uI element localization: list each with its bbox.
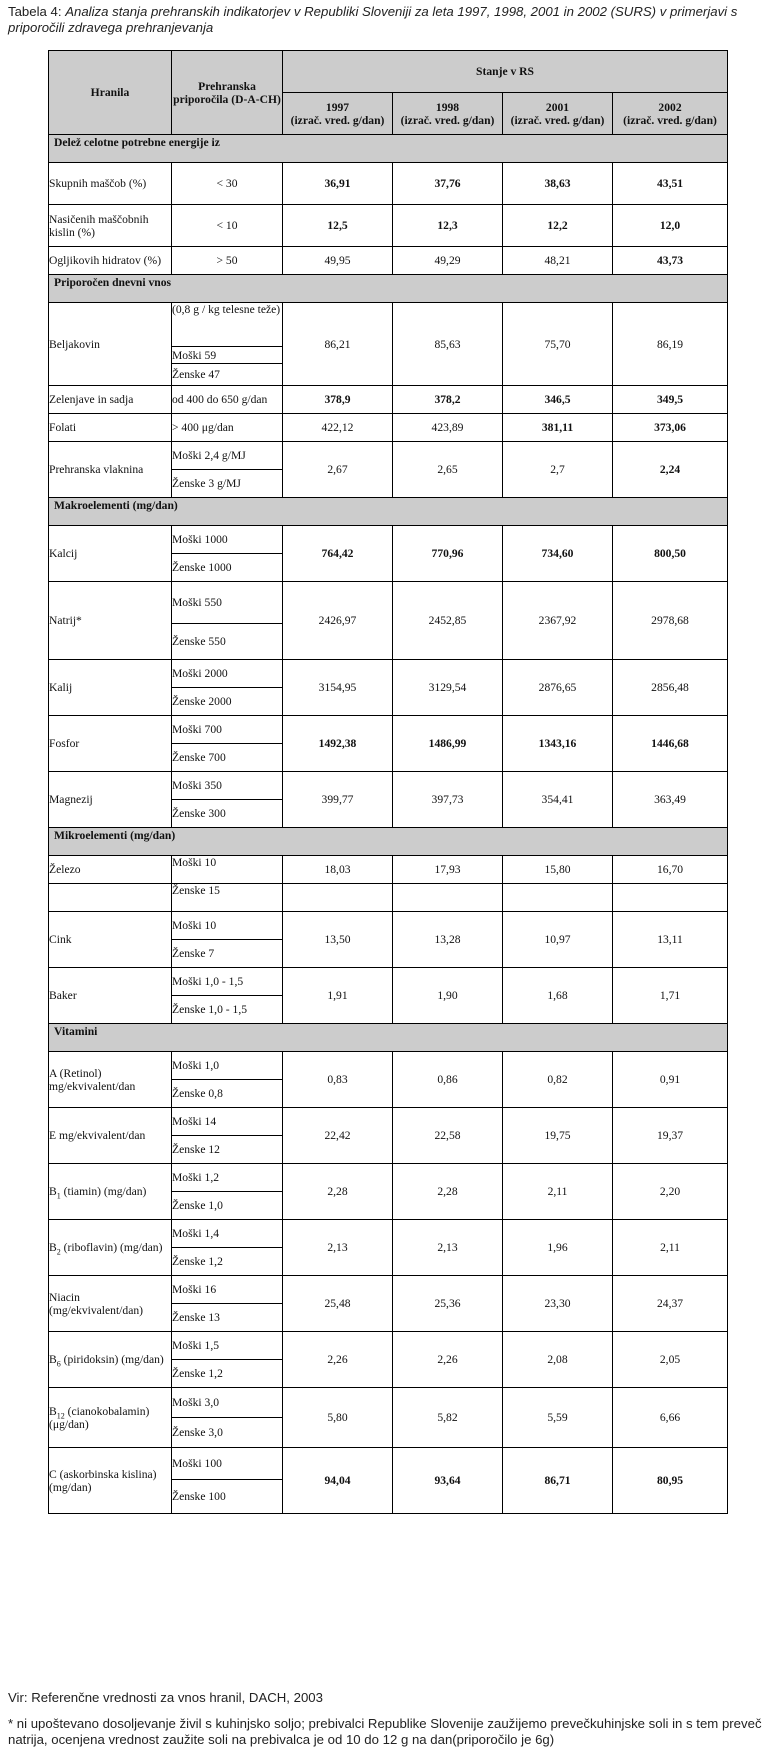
value-cell: 18,03	[283, 856, 393, 884]
value-cell: 1343,16	[503, 716, 613, 772]
value-cell: 0,83	[283, 1052, 393, 1108]
value-cell: 36,91	[283, 163, 393, 205]
row-label: Nasičenih maščobnih kislin (%)	[49, 205, 172, 247]
value-cell: 2,05	[613, 1332, 728, 1388]
value-cell: 48,21	[503, 247, 613, 275]
row-label: Magnezij	[49, 772, 172, 828]
value-cell: 5,80	[283, 1388, 393, 1448]
value-cell: 734,60	[503, 526, 613, 582]
header-recommendation: Prehranska priporočila (D-A-CH)	[172, 51, 283, 135]
value-cell: 19,75	[503, 1108, 613, 1164]
value-cell: 2,08	[503, 1332, 613, 1388]
table-row	[49, 1164, 728, 1192]
value-cell: 1,96	[503, 1220, 613, 1276]
header-state: Stanje v RS	[283, 51, 728, 93]
recommendation-female: Ženske 700	[172, 744, 283, 772]
recommendation-female: Ženske 1,2	[172, 1360, 283, 1388]
recommendation-male: Moški 1,5	[172, 1332, 283, 1360]
recommendation-female: Ženske 550	[172, 624, 283, 660]
value-cell: 12,3	[393, 205, 503, 247]
value-cell: 22,58	[393, 1108, 503, 1164]
value-cell: 86,21	[283, 303, 393, 386]
row-label: Prehranska vlaknina	[49, 442, 172, 498]
recommendation-female: Ženske 47	[172, 364, 283, 386]
recommendation-male: Moški 1,2	[172, 1164, 283, 1192]
recommendation-female: Ženske 1,0	[172, 1192, 283, 1220]
table-row	[49, 772, 728, 800]
row-label: Železo	[49, 856, 172, 884]
value-cell: 1486,99	[393, 716, 503, 772]
recommendation-female: Ženske 0,8	[172, 1080, 283, 1108]
value-cell: 23,30	[503, 1276, 613, 1332]
recommendation-cell: (0,8 g / kg telesne teže)	[172, 303, 283, 347]
value-cell: 25,48	[283, 1276, 393, 1332]
value-cell: 0,86	[393, 1052, 503, 1108]
table-row	[49, 386, 728, 414]
value-cell: 25,36	[393, 1276, 503, 1332]
value-cell: 0,82	[503, 1052, 613, 1108]
value-cell: 13,11	[613, 912, 728, 968]
recommendation-female: Ženske 300	[172, 800, 283, 828]
value-cell: 800,50	[613, 526, 728, 582]
recommendation-female: Ženske 12	[172, 1136, 283, 1164]
value-cell: 1,90	[393, 968, 503, 1024]
row-label: Skupnih maščob (%)	[49, 163, 172, 205]
header-row	[49, 51, 728, 93]
nutrition-indicator-table	[48, 50, 728, 1514]
section-vitamins: Vitamini	[49, 1024, 728, 1052]
value-cell: 1,91	[283, 968, 393, 1024]
value-cell: 346,5	[503, 386, 613, 414]
recommendation-male: Moški 550	[172, 582, 283, 624]
header-year-2002: 2002 (izrač. vred. g/dan)	[613, 93, 728, 135]
table-row	[49, 716, 728, 744]
recommendation-female: Ženske 3,0	[172, 1418, 283, 1448]
value-cell: 93,64	[393, 1448, 503, 1514]
recommendation-male: Moški 1,0	[172, 1052, 283, 1080]
row-label: Zelenjave in sadja	[49, 386, 172, 414]
value-cell: 12,5	[283, 205, 393, 247]
row-label: $B_{12}$ (cianokobalamin) (μg/dan)	[49, 1388, 172, 1448]
recommendation-cell: < 10	[172, 205, 283, 247]
value-cell: 19,37	[613, 1108, 728, 1164]
value-cell: 16,70	[613, 856, 728, 884]
value-cell: 2,13	[393, 1220, 503, 1276]
value-cell: 38,63	[503, 163, 613, 205]
table-row	[49, 205, 728, 247]
table-row	[49, 1052, 728, 1080]
value-cell: 37,76	[393, 163, 503, 205]
value-cell: 12,2	[503, 205, 613, 247]
row-label: C (askorbinska kislina) (mg/dan)	[49, 1448, 172, 1514]
recommendation-male: Moški 100	[172, 1448, 283, 1480]
value-cell-empty	[613, 884, 728, 912]
table-row	[49, 1220, 728, 1248]
section-row	[49, 135, 728, 163]
recommendation-female: Ženske 13	[172, 1304, 283, 1332]
table-row	[49, 1448, 728, 1480]
value-cell-empty	[503, 884, 613, 912]
recommendation-male: Moški 350	[172, 772, 283, 800]
value-cell: 2,24	[613, 442, 728, 498]
footnote: * ni upoštevano dosoljevanje živil s kuhinjsko soljo; prebivalci Republike Slovenije zaužijemo prevečkuhinjske soli in s tem preveč natrija, ocenjena vrednost zaužite soli na prebivalca je od 10 do 12 g na dan(priporočilo je 6g)	[8, 1716, 762, 1747]
section-row	[49, 275, 728, 303]
table-row	[49, 1276, 728, 1304]
table-row	[49, 163, 728, 205]
value-cell: 15,80	[503, 856, 613, 884]
recommendation-cell: od 400 do 650 g/dan	[172, 386, 283, 414]
table-row	[49, 1388, 728, 1418]
value-cell: 2,7	[503, 442, 613, 498]
table-row	[49, 884, 728, 912]
section-energy: Delež celotne potrebne energije iz	[49, 135, 728, 163]
value-cell: 22,42	[283, 1108, 393, 1164]
recommendation-male: Moški 10	[172, 912, 283, 940]
value-cell: 85,63	[393, 303, 503, 386]
value-cell: 2367,92	[503, 582, 613, 660]
value-cell: 2,67	[283, 442, 393, 498]
section-daily: Priporočen dnevni vnos	[49, 275, 728, 303]
value-cell: 770,96	[393, 526, 503, 582]
recommendation-female: Ženske 7	[172, 940, 283, 968]
row-label: Natrij*	[49, 582, 172, 660]
section-row	[49, 828, 728, 856]
recommendation-female: Ženske 1,0 - 1,5	[172, 996, 283, 1024]
value-cell: 1446,68	[613, 716, 728, 772]
recommendation-male: Moški 1,0 - 1,5	[172, 968, 283, 996]
value-cell: 10,97	[503, 912, 613, 968]
recommendation-male: Moški 3,0	[172, 1388, 283, 1418]
recommendation-female: Ženske 15	[172, 884, 283, 912]
row-label: Ogljikovih hidratov (%)	[49, 247, 172, 275]
table-row	[49, 247, 728, 275]
value-cell: 373,06	[613, 414, 728, 442]
table-row	[49, 442, 728, 470]
value-cell: 5,82	[393, 1388, 503, 1448]
row-label: Fosfor	[49, 716, 172, 772]
value-cell: 378,9	[283, 386, 393, 414]
table-row	[49, 526, 728, 554]
caption-prefix: Tabela 4:	[8, 4, 66, 19]
source-note: Vir: Referenčne vrednosti za vnos hranil, DACH, 2003	[8, 1690, 323, 1705]
value-cell: 2,26	[393, 1332, 503, 1388]
header-food: Hranila	[49, 51, 172, 135]
value-cell: 2,28	[283, 1164, 393, 1220]
value-cell: 764,42	[283, 526, 393, 582]
value-cell: 86,71	[503, 1448, 613, 1514]
table-row	[49, 582, 728, 624]
value-cell: 399,77	[283, 772, 393, 828]
value-cell: 6,66	[613, 1388, 728, 1448]
row-label: $B_6$ (piridoksin) (mg/dan)	[49, 1332, 172, 1388]
recommendation-cell: > 50	[172, 247, 283, 275]
value-cell: 3154,95	[283, 660, 393, 716]
recommendation-male: Moški 59	[172, 347, 283, 364]
value-cell: 2,20	[613, 1164, 728, 1220]
value-cell: 75,70	[503, 303, 613, 386]
section-row	[49, 1024, 728, 1052]
value-cell: 378,2	[393, 386, 503, 414]
table-row	[49, 1108, 728, 1136]
recommendation-male: Moški 1000	[172, 526, 283, 554]
recommendation-male: Moški 14	[172, 1108, 283, 1136]
value-cell-empty	[393, 884, 503, 912]
value-cell: 5,59	[503, 1388, 613, 1448]
value-cell: 43,51	[613, 163, 728, 205]
recommendation-male: Moški 700	[172, 716, 283, 744]
recommendation-male: Moški 2,4 g/MJ	[172, 442, 283, 470]
section-micro: Mikroelementi (mg/dan)	[49, 828, 728, 856]
section-macro: Makroelementi (mg/dan)	[49, 498, 728, 526]
value-cell: 2426,97	[283, 582, 393, 660]
row-label: Niacin (mg/ekvivalent/dan)	[49, 1276, 172, 1332]
value-cell: 2876,65	[503, 660, 613, 716]
recommendation-female: Ženske 1,2	[172, 1248, 283, 1276]
recommendation-male: Moški 16	[172, 1276, 283, 1304]
row-label: Folati	[49, 414, 172, 442]
row-label: A (Retinol) mg/ekvivalent/dan	[49, 1052, 172, 1108]
recommendation-female: Ženske 3 g/MJ	[172, 470, 283, 498]
table-row	[49, 856, 728, 884]
value-cell: 49,95	[283, 247, 393, 275]
value-cell: 2,28	[393, 1164, 503, 1220]
value-cell: 1,71	[613, 968, 728, 1024]
table-row	[49, 303, 728, 347]
row-label: Baker	[49, 968, 172, 1024]
value-cell: 2,11	[503, 1164, 613, 1220]
row-label: Kalij	[49, 660, 172, 716]
row-label: $B_2$ (riboflavin) (mg/dan)	[49, 1220, 172, 1276]
header-year-1998: 1998 (izrač. vred. g/dan)	[393, 93, 503, 135]
recommendation-female: Ženske 100	[172, 1480, 283, 1514]
value-cell: 1,68	[503, 968, 613, 1024]
value-cell: 2,11	[613, 1220, 728, 1276]
value-cell: 2,26	[283, 1332, 393, 1388]
caption-title: Analiza stanja prehranskih indikatorjev v Republiki Sloveniji za leta 1997, 1998, 2001 in 2002 (SURS) v primerjavi s priporočili zdravega prehranjevanja	[8, 4, 738, 35]
value-cell-empty	[283, 884, 393, 912]
row-label-empty	[49, 884, 172, 912]
value-cell: 422,12	[283, 414, 393, 442]
row-label: Beljakovin	[49, 303, 172, 386]
value-cell: 17,93	[393, 856, 503, 884]
value-cell: 354,41	[503, 772, 613, 828]
table-caption	[8, 4, 778, 36]
value-cell: 3129,54	[393, 660, 503, 716]
value-cell: 43,73	[613, 247, 728, 275]
row-label: E mg/ekvivalent/dan	[49, 1108, 172, 1164]
value-cell: 423,89	[393, 414, 503, 442]
recommendation-male: Moški 2000	[172, 660, 283, 688]
value-cell: 80,95	[613, 1448, 728, 1514]
row-label: Kalcij	[49, 526, 172, 582]
table-row	[49, 1332, 728, 1360]
table-row	[49, 660, 728, 688]
value-cell: 2,65	[393, 442, 503, 498]
table-row	[49, 912, 728, 940]
row-label: Cink	[49, 912, 172, 968]
header-year-1997: 1997 (izrač. vred. g/dan)	[283, 93, 393, 135]
value-cell: 24,37	[613, 1276, 728, 1332]
value-cell: 2856,48	[613, 660, 728, 716]
recommendation-female: Ženske 2000	[172, 688, 283, 716]
value-cell: 2978,68	[613, 582, 728, 660]
value-cell: 94,04	[283, 1448, 393, 1514]
section-row	[49, 498, 728, 526]
table-row	[49, 414, 728, 442]
recommendation-male: Moški 1,4	[172, 1220, 283, 1248]
value-cell: 1492,38	[283, 716, 393, 772]
recommendation-cell: > 400 μg/dan	[172, 414, 283, 442]
value-cell: 363,49	[613, 772, 728, 828]
table-row	[49, 968, 728, 996]
value-cell: 381,11	[503, 414, 613, 442]
value-cell: 12,0	[613, 205, 728, 247]
recommendation-female: Ženske 1000	[172, 554, 283, 582]
value-cell: 349,5	[613, 386, 728, 414]
value-cell: 397,73	[393, 772, 503, 828]
value-cell: 49,29	[393, 247, 503, 275]
value-cell: 86,19	[613, 303, 728, 386]
recommendation-cell: < 30	[172, 163, 283, 205]
value-cell: 13,50	[283, 912, 393, 968]
recommendation-male: Moški 10	[172, 856, 283, 884]
value-cell: 2,13	[283, 1220, 393, 1276]
header-year-2001: 2001 (izrač. vred. g/dan)	[503, 93, 613, 135]
value-cell: 13,28	[393, 912, 503, 968]
row-label: $B_1$ (tiamin) (mg/dan)	[49, 1164, 172, 1220]
value-cell: 2452,85	[393, 582, 503, 660]
value-cell: 0,91	[613, 1052, 728, 1108]
